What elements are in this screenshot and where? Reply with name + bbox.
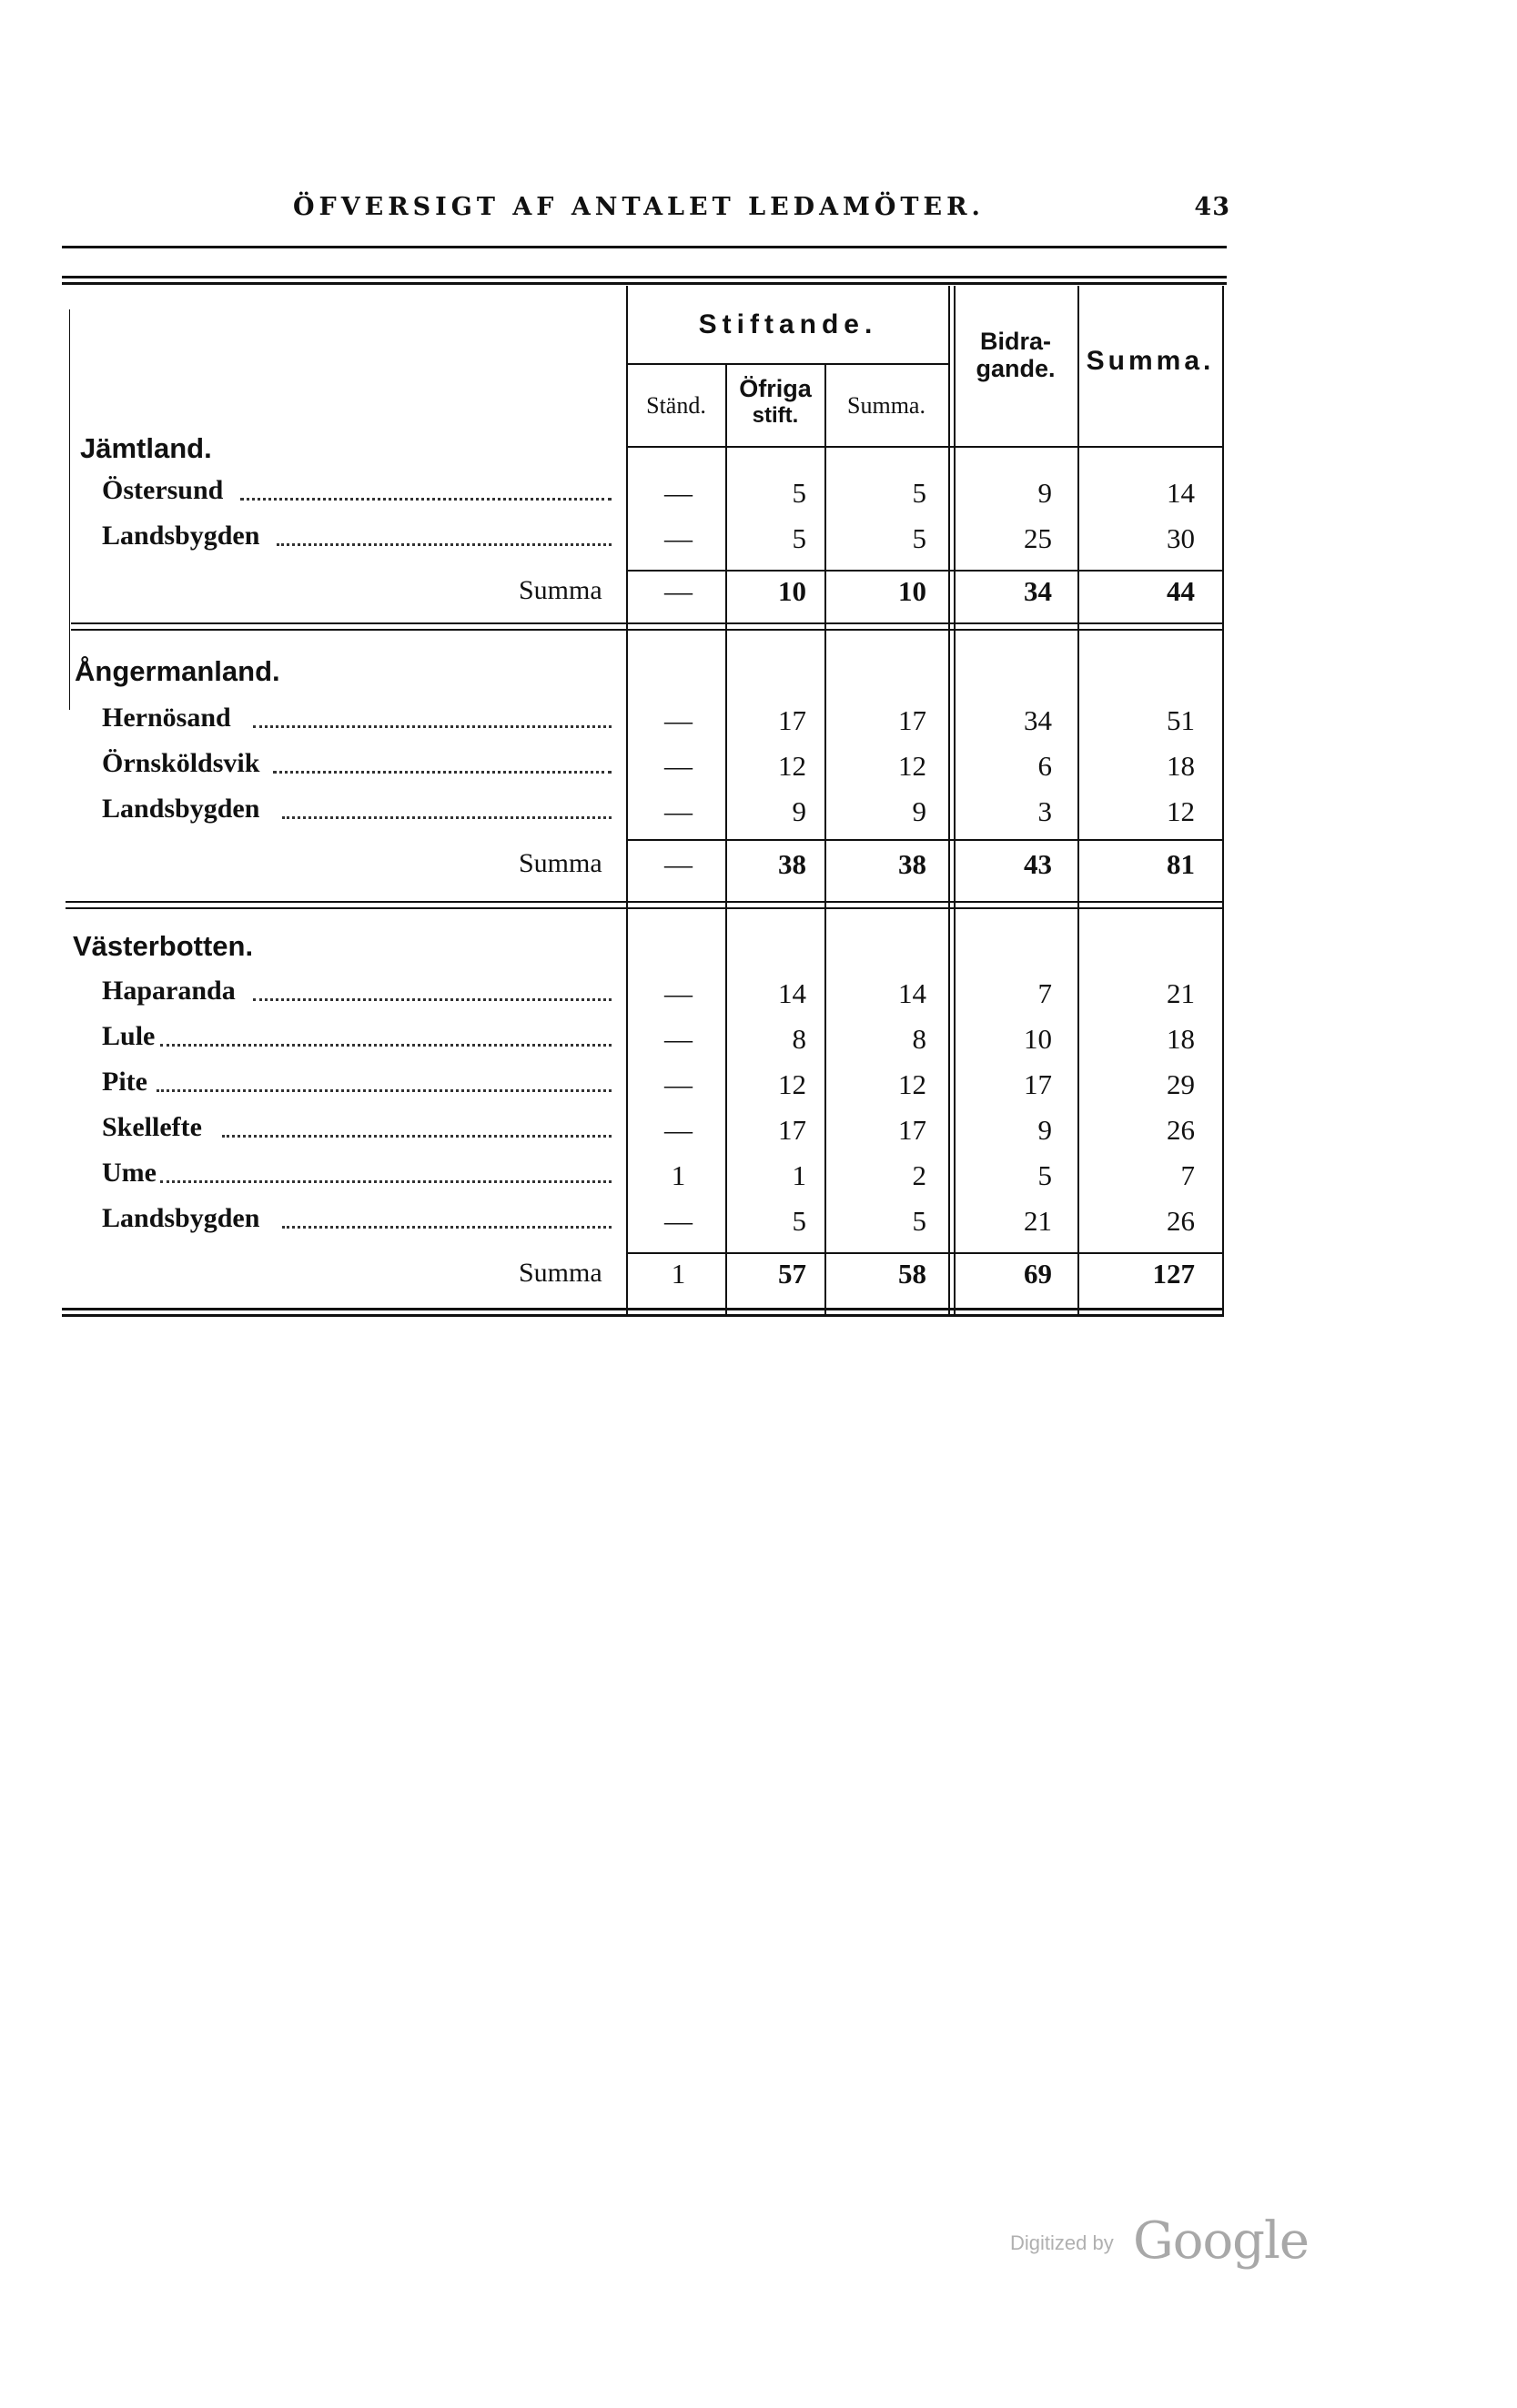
cell-stand: — bbox=[664, 1068, 693, 1100]
leader-dots bbox=[282, 1226, 612, 1229]
summa-bidragande: 69 bbox=[1024, 1258, 1052, 1290]
cell-total: 26 bbox=[1167, 1205, 1195, 1237]
row-label: Hernösand bbox=[102, 703, 231, 733]
cell-ofriga: 8 bbox=[792, 1023, 806, 1055]
summa-rule-top bbox=[626, 570, 1224, 572]
cell-bidragande: 21 bbox=[1024, 1205, 1052, 1237]
leader-dots bbox=[282, 816, 612, 819]
cell-total: 18 bbox=[1167, 1023, 1195, 1055]
summa-sub-header: Summa. bbox=[847, 392, 925, 419]
table-bottom-rule bbox=[62, 1314, 1224, 1317]
col-divider-bidragande bbox=[1077, 286, 1079, 1317]
summa-ofriga: 57 bbox=[778, 1258, 806, 1290]
cell-total: 29 bbox=[1167, 1068, 1195, 1100]
ofriga-header-line1: Öfriga bbox=[739, 375, 812, 402]
cell-summa: 8 bbox=[912, 1023, 926, 1055]
row-label: Östersund bbox=[102, 475, 224, 505]
cell-ofriga: 14 bbox=[778, 977, 806, 1009]
cell-stand: — bbox=[664, 1114, 693, 1146]
cell-bidragande: 9 bbox=[1037, 477, 1052, 509]
summa-total: 81 bbox=[1167, 848, 1195, 880]
summa-bidragande: 43 bbox=[1024, 848, 1052, 880]
cell-stand: — bbox=[664, 477, 693, 509]
summa-rule-top bbox=[626, 1252, 1224, 1254]
col-divider-summa-1 bbox=[948, 286, 950, 1317]
cell-summa: 5 bbox=[912, 522, 926, 554]
cell-summa: 5 bbox=[912, 477, 926, 509]
cell-total: 26 bbox=[1167, 1114, 1195, 1146]
leader-dots bbox=[240, 498, 612, 501]
col-divider-labels bbox=[626, 286, 628, 1317]
cell-bidragande: 6 bbox=[1037, 750, 1052, 782]
row-label: Haparanda bbox=[102, 976, 236, 1006]
bidragande-header-line2: gande. bbox=[976, 355, 1056, 382]
cell-ofriga: 17 bbox=[778, 1114, 806, 1146]
row-label: Skellefte bbox=[102, 1112, 202, 1142]
summa-stand: — bbox=[664, 575, 693, 607]
cell-summa: 17 bbox=[898, 704, 926, 736]
cell-total: 12 bbox=[1167, 795, 1195, 827]
region-heading-angermanland: Ångermanland. bbox=[75, 655, 280, 687]
cell-ofriga: 5 bbox=[792, 1205, 806, 1237]
summa-stand: — bbox=[664, 848, 693, 880]
cell-bidragande: 9 bbox=[1037, 1114, 1052, 1146]
cell-total: 21 bbox=[1167, 977, 1195, 1009]
section-divider bbox=[66, 901, 1224, 903]
cell-total: 51 bbox=[1167, 704, 1195, 736]
cell-ofriga: 5 bbox=[792, 522, 806, 554]
cell-stand: — bbox=[664, 522, 693, 554]
leader-dots bbox=[157, 1089, 612, 1092]
cell-total: 14 bbox=[1167, 477, 1195, 509]
cell-ofriga: 17 bbox=[778, 704, 806, 736]
leader-dots bbox=[160, 1180, 612, 1183]
header-rule bbox=[62, 246, 1227, 248]
region-heading-vasterbotten: Västerbotten. bbox=[73, 930, 254, 962]
row-label: Pite bbox=[102, 1067, 147, 1097]
cell-ofriga: 12 bbox=[778, 1068, 806, 1100]
summa-stand: 1 bbox=[671, 1258, 686, 1290]
members-table bbox=[62, 273, 1224, 1317]
leader-dots bbox=[222, 1135, 612, 1138]
row-label: Landsbygden bbox=[102, 521, 260, 551]
summa-summa: 58 bbox=[898, 1258, 926, 1290]
digitized-watermark bbox=[1010, 2211, 1320, 2271]
row-label: Ume bbox=[102, 1158, 157, 1188]
ofriga-header-line2: stift. bbox=[752, 403, 799, 428]
stiftande-header: Stiftande. bbox=[698, 309, 878, 339]
digitized-by-text: Digitized by bbox=[1010, 2231, 1114, 2254]
cell-bidragande: 34 bbox=[1024, 704, 1052, 736]
cell-bidragande: 7 bbox=[1037, 977, 1052, 1009]
google-logo: Google bbox=[1133, 2211, 1310, 2271]
cell-stand: — bbox=[664, 750, 693, 782]
summa-label: Summa bbox=[519, 848, 602, 878]
summa-label: Summa bbox=[519, 575, 602, 605]
bidragande-header-line1: Bidra- bbox=[979, 328, 1051, 355]
cell-total: 30 bbox=[1167, 522, 1195, 554]
header-bottom-rule bbox=[626, 446, 1224, 448]
cell-ofriga: 12 bbox=[778, 750, 806, 782]
leader-dots bbox=[160, 1044, 612, 1047]
page-number: 43 bbox=[1194, 193, 1230, 221]
cell-stand: — bbox=[664, 977, 693, 1009]
section-divider bbox=[66, 907, 1224, 909]
leader-dots bbox=[253, 998, 612, 1001]
cell-summa: 17 bbox=[898, 1114, 926, 1146]
cell-ofriga: 1 bbox=[792, 1159, 806, 1191]
summa-rule-top bbox=[626, 839, 1224, 841]
col-divider-right bbox=[1222, 286, 1224, 1317]
cell-total: 18 bbox=[1167, 750, 1195, 782]
cell-ofriga: 9 bbox=[792, 795, 806, 827]
cell-stand: — bbox=[664, 795, 693, 827]
cell-bidragande: 10 bbox=[1024, 1023, 1052, 1055]
cell-stand: — bbox=[664, 704, 693, 736]
cell-summa: 12 bbox=[898, 1068, 926, 1100]
row-label: Örnsköldsvik bbox=[102, 748, 260, 778]
cell-stand: — bbox=[664, 1023, 693, 1055]
leader-dots bbox=[273, 771, 612, 774]
running-head bbox=[66, 193, 1230, 229]
cell-ofriga: 5 bbox=[792, 477, 806, 509]
row-label: Lule bbox=[102, 1021, 156, 1051]
section-divider bbox=[71, 629, 1224, 631]
table-bottom-rule bbox=[62, 1308, 1224, 1310]
col-divider-summa-2 bbox=[954, 286, 956, 1317]
cell-summa: 12 bbox=[898, 750, 926, 782]
cell-summa: 5 bbox=[912, 1205, 926, 1237]
section-divider bbox=[71, 622, 1224, 624]
summa-ofriga: 38 bbox=[778, 848, 806, 880]
cell-bidragande: 25 bbox=[1024, 522, 1052, 554]
summa-summa: 10 bbox=[898, 575, 926, 607]
summa-summa: 38 bbox=[898, 848, 926, 880]
cell-stand: 1 bbox=[671, 1159, 686, 1191]
cell-bidragande: 17 bbox=[1024, 1068, 1052, 1100]
cell-summa: 9 bbox=[912, 795, 926, 827]
cell-summa: 14 bbox=[898, 977, 926, 1009]
page-title: ÖFVERSIGT AF ANTALET LEDAMÖTER. bbox=[293, 193, 985, 221]
summa-total: 44 bbox=[1167, 575, 1195, 607]
col-divider-left bbox=[69, 309, 70, 710]
region-heading-jamtland: Jämtland. bbox=[80, 432, 212, 464]
leader-dots bbox=[253, 725, 612, 728]
summa-total: 127 bbox=[1152, 1258, 1195, 1290]
summa-ofriga: 10 bbox=[778, 575, 806, 607]
bidragande-header bbox=[954, 328, 1077, 382]
cell-total: 7 bbox=[1180, 1159, 1195, 1191]
cell-bidragande: 5 bbox=[1037, 1159, 1052, 1191]
ofriga-header bbox=[726, 375, 824, 430]
leader-dots bbox=[277, 543, 612, 546]
summa-header: Summa. bbox=[1086, 346, 1215, 376]
row-label: Landsbygden bbox=[102, 1203, 260, 1233]
stand-header: Ständ. bbox=[646, 392, 706, 419]
stiftande-underline bbox=[626, 363, 950, 365]
cell-stand: — bbox=[664, 1205, 693, 1237]
cell-bidragande: 3 bbox=[1037, 795, 1052, 827]
cell-summa: 2 bbox=[912, 1159, 926, 1191]
row-label: Landsbygden bbox=[102, 794, 260, 824]
summa-bidragande: 34 bbox=[1024, 575, 1052, 607]
summa-label: Summa bbox=[519, 1258, 602, 1288]
